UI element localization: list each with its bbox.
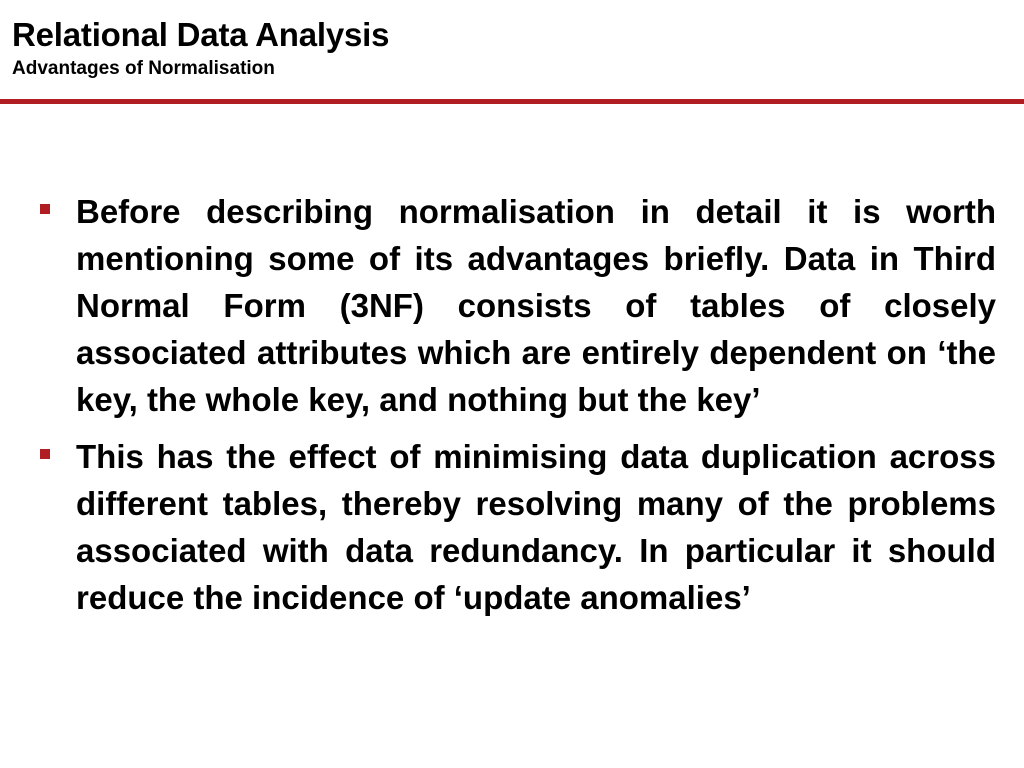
bullet-list — [36, 188, 996, 621]
slide-header — [12, 16, 1012, 81]
bullet-item — [36, 188, 996, 423]
slide-title: Relational Data Analysis — [12, 16, 390, 53]
bullet-text: Before describing normalisation in detail it is worth mentioning some of its advantages briefly. Data in Third Normal Form (3NF) consists of tables of closely associated attributes which are entirely dependent on ‘the key, the whole key, and nothing but the key’ — [76, 193, 996, 418]
slide-body — [36, 188, 996, 631]
bullet-item — [36, 433, 996, 621]
square-bullet-icon — [40, 204, 50, 214]
header-divider — [0, 99, 1024, 104]
bullet-text: This has the effect of minimising data duplication across different tables, thereby resolving many of the problems associated with data redundancy. In particular it should reduce the incidence of ‘update anomalies’ — [76, 438, 996, 616]
square-bullet-icon — [40, 449, 50, 459]
slide-subtitle: Advantages of Normalisation — [12, 58, 275, 79]
